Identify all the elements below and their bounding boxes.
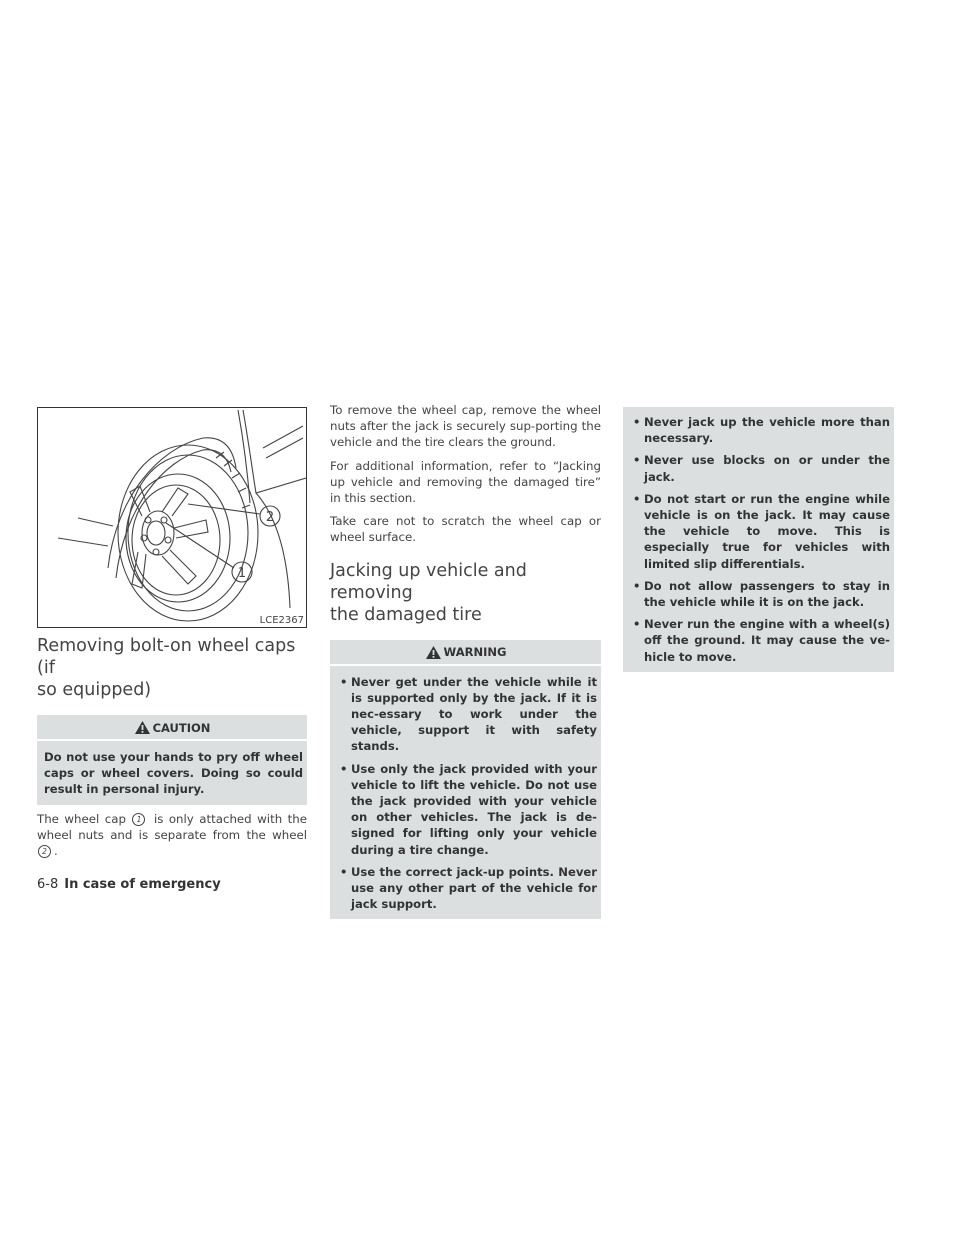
bullet: • bbox=[340, 674, 348, 689]
caution-icon bbox=[134, 720, 151, 735]
section-heading-jacking bbox=[330, 560, 601, 626]
list-item bbox=[337, 674, 597, 755]
warning-label: WARNING bbox=[443, 645, 507, 660]
list-item-text: Use the correct jack-up points. Never use any other part of the vehicle for jack support. bbox=[351, 864, 597, 912]
bullet: • bbox=[633, 578, 641, 593]
list-item bbox=[630, 616, 890, 665]
middle-column bbox=[330, 402, 601, 919]
caution-box bbox=[37, 715, 307, 805]
section-heading-wheel-caps bbox=[37, 635, 307, 701]
page-number: 6-8 bbox=[37, 877, 59, 892]
callout-2: 2 bbox=[265, 510, 275, 525]
bullet: • bbox=[340, 761, 348, 776]
text-run: . bbox=[54, 844, 58, 859]
list-item bbox=[337, 864, 597, 913]
bullet: • bbox=[633, 491, 641, 506]
list-item bbox=[337, 761, 597, 858]
text-run: is only attached with the wheel nuts and is separate from the wheel bbox=[37, 811, 307, 842]
left-column bbox=[37, 635, 307, 859]
bullet: • bbox=[633, 415, 641, 429]
list-item-text: Never use blocks on or under the jack. bbox=[644, 453, 890, 484]
section-title: In case of emergency bbox=[64, 877, 221, 892]
list-item-text: Use only the jack provided with your vehicle to lift the vehicle. Do not use the jack provided with your vehicle on other vehicles. The jack is de-signed for lifting only your vehicle during a tire change. bbox=[351, 761, 597, 857]
list-item bbox=[630, 578, 890, 610]
list-item-text: Never jack up the vehicle more than necessary. bbox=[644, 415, 890, 446]
list-item-text: Never get under the vehicle while it is supported only by the jack. If it is nec-essary to work under the vehicle, support it with safety stands. bbox=[351, 674, 597, 754]
heading-line: so equipped) bbox=[37, 680, 152, 700]
caution-header bbox=[37, 715, 307, 741]
warning-header bbox=[330, 640, 601, 666]
figure-code: LCE2367 bbox=[259, 615, 304, 626]
paragraph-additional-info: For additional information, refer to “Jacking up vehicle and removing the damaged tire” in this section. bbox=[330, 458, 601, 506]
list-item bbox=[630, 452, 890, 484]
caution-text: Do not use your hands to pry off wheel caps or wheel covers. Doing so could result in personal injury. bbox=[44, 750, 303, 797]
page-footer bbox=[37, 877, 221, 892]
heading-line: Removing bolt-on wheel caps (if bbox=[37, 636, 296, 678]
right-column bbox=[623, 407, 894, 672]
callout-ref-2: 2 bbox=[38, 845, 51, 858]
callout-1: 1 bbox=[237, 566, 247, 581]
list-item bbox=[630, 491, 890, 572]
text-run: The wheel cap bbox=[37, 811, 126, 826]
warning-list bbox=[623, 407, 894, 672]
list-item-text: Never run the engine with a wheel(s) off the ground. It may cause the ve-hicle to move. bbox=[644, 617, 890, 664]
warning-box bbox=[330, 640, 601, 920]
bullet: • bbox=[633, 617, 641, 632]
callout-ref-1: 1 bbox=[132, 813, 145, 826]
warning-icon bbox=[425, 645, 442, 660]
wheel-cap-paragraph bbox=[37, 811, 307, 860]
caution-label: CAUTION bbox=[152, 720, 211, 735]
paragraph-remove-cap: To remove the wheel cap, remove the wheel nuts after the jack is securely sup-porting the vehicle and the tire clears the ground. bbox=[330, 403, 601, 450]
heading-line: Jacking up vehicle and removing bbox=[330, 560, 527, 603]
wheel-cap-illustration bbox=[37, 407, 307, 628]
list-item bbox=[630, 414, 890, 446]
heading-line: the damaged tire bbox=[330, 604, 482, 625]
paragraph-scratch: Take care not to scratch the wheel cap or wheel surface. bbox=[330, 514, 601, 545]
wheel-drawing bbox=[38, 408, 306, 627]
bullet: • bbox=[340, 864, 348, 879]
list-item-text: Do not allow passengers to stay in the vehicle while it is on the jack. bbox=[644, 578, 890, 610]
warning-box-continued bbox=[623, 407, 894, 672]
list-item-text: Do not start or run the engine while vehicle is on the jack. It may cause the vehicle to move. This is especially true for vehicles with limited slip differentials. bbox=[644, 491, 890, 571]
bullet: • bbox=[633, 453, 641, 468]
warning-list bbox=[330, 666, 601, 920]
